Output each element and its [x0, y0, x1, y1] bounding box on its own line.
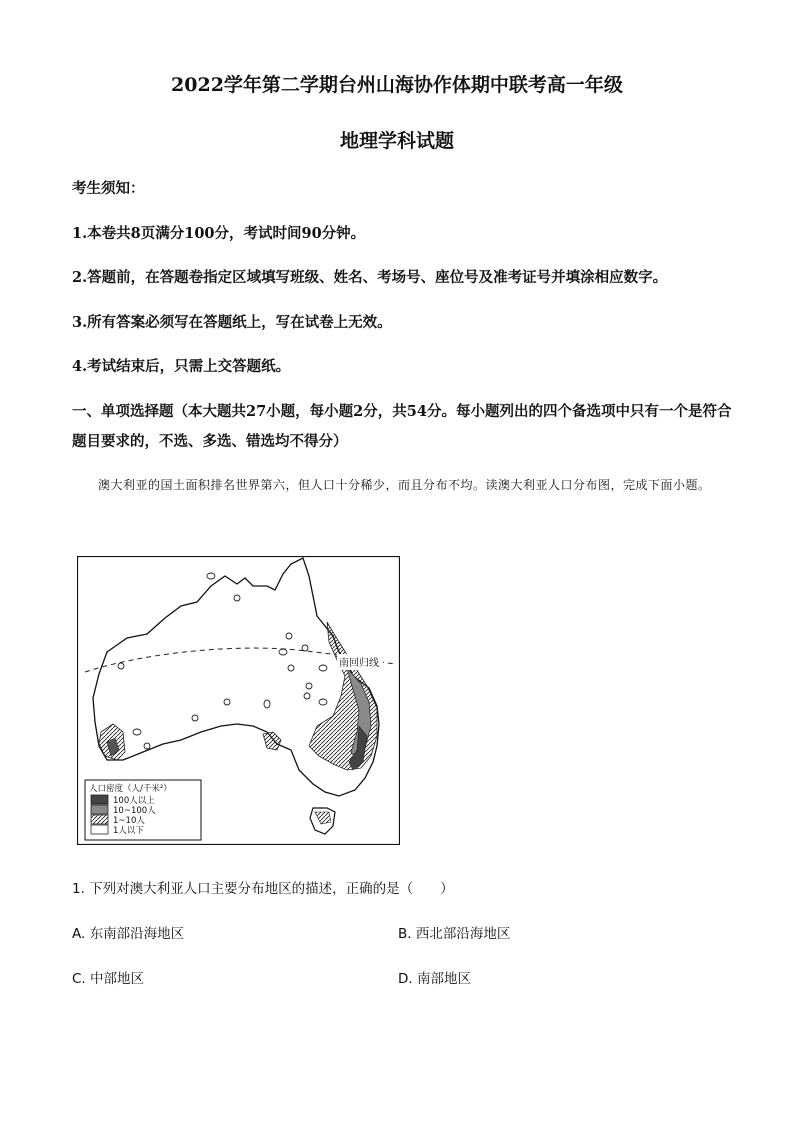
exam-title: 2022学年第二学期台州山海协作体期中联考高一年级	[171, 74, 623, 96]
section-heading: 一、单项选择题（本大题共27小题，每小题2分，共54分。每小题列出的四个备选项中只有一个是符合题目要求的，不选、多选、错选均不得分）	[72, 403, 732, 450]
legend-item-2: 10~100人	[113, 806, 156, 816]
option-c[interactable]: C. 中部地区	[72, 971, 145, 987]
australia-population-map	[77, 556, 400, 845]
tropic-label: 南回归线	[339, 658, 379, 669]
option-b[interactable]: B. 西北部沿海地区	[398, 926, 511, 942]
legend-item-3: 1~10人	[113, 816, 145, 826]
legend-item-4: 1人以下	[113, 826, 144, 836]
passage-text: 澳大利亚的国土面积排名世界第六，但人口十分稀少，而且分布不均。读澳大利亚人口分布图，完成下面小题。	[98, 478, 711, 492]
subject-title: 地理学科试题	[339, 130, 454, 152]
notice-item-3: 3.所有答案必须写在答题纸上，写在试卷上无效。	[72, 314, 392, 331]
option-d[interactable]: D. 南部地区	[398, 971, 471, 987]
notice-item-4: 4.考试结束后，只需上交答题纸。	[72, 358, 291, 375]
legend-title: 人口密度（人/千米²）	[89, 784, 172, 794]
notice-item-1: 1.本卷共8页满分100分，考试时间90分钟。	[72, 225, 366, 242]
notice-heading: 考生须知：	[72, 180, 145, 197]
question-1-stem: 1. 下列对澳大利亚人口主要分布地区的描述，正确的是（ ）	[72, 881, 454, 897]
notice-item-2: 2.答题前，在答题卷指定区域填写班级、姓名、考场号、座位号及准考证号并填涂相应数字。	[72, 269, 668, 286]
map-legend	[85, 780, 201, 840]
option-a[interactable]: A. 东南部沿海地区	[72, 926, 185, 942]
legend-item-1: 100人以上	[113, 796, 155, 806]
